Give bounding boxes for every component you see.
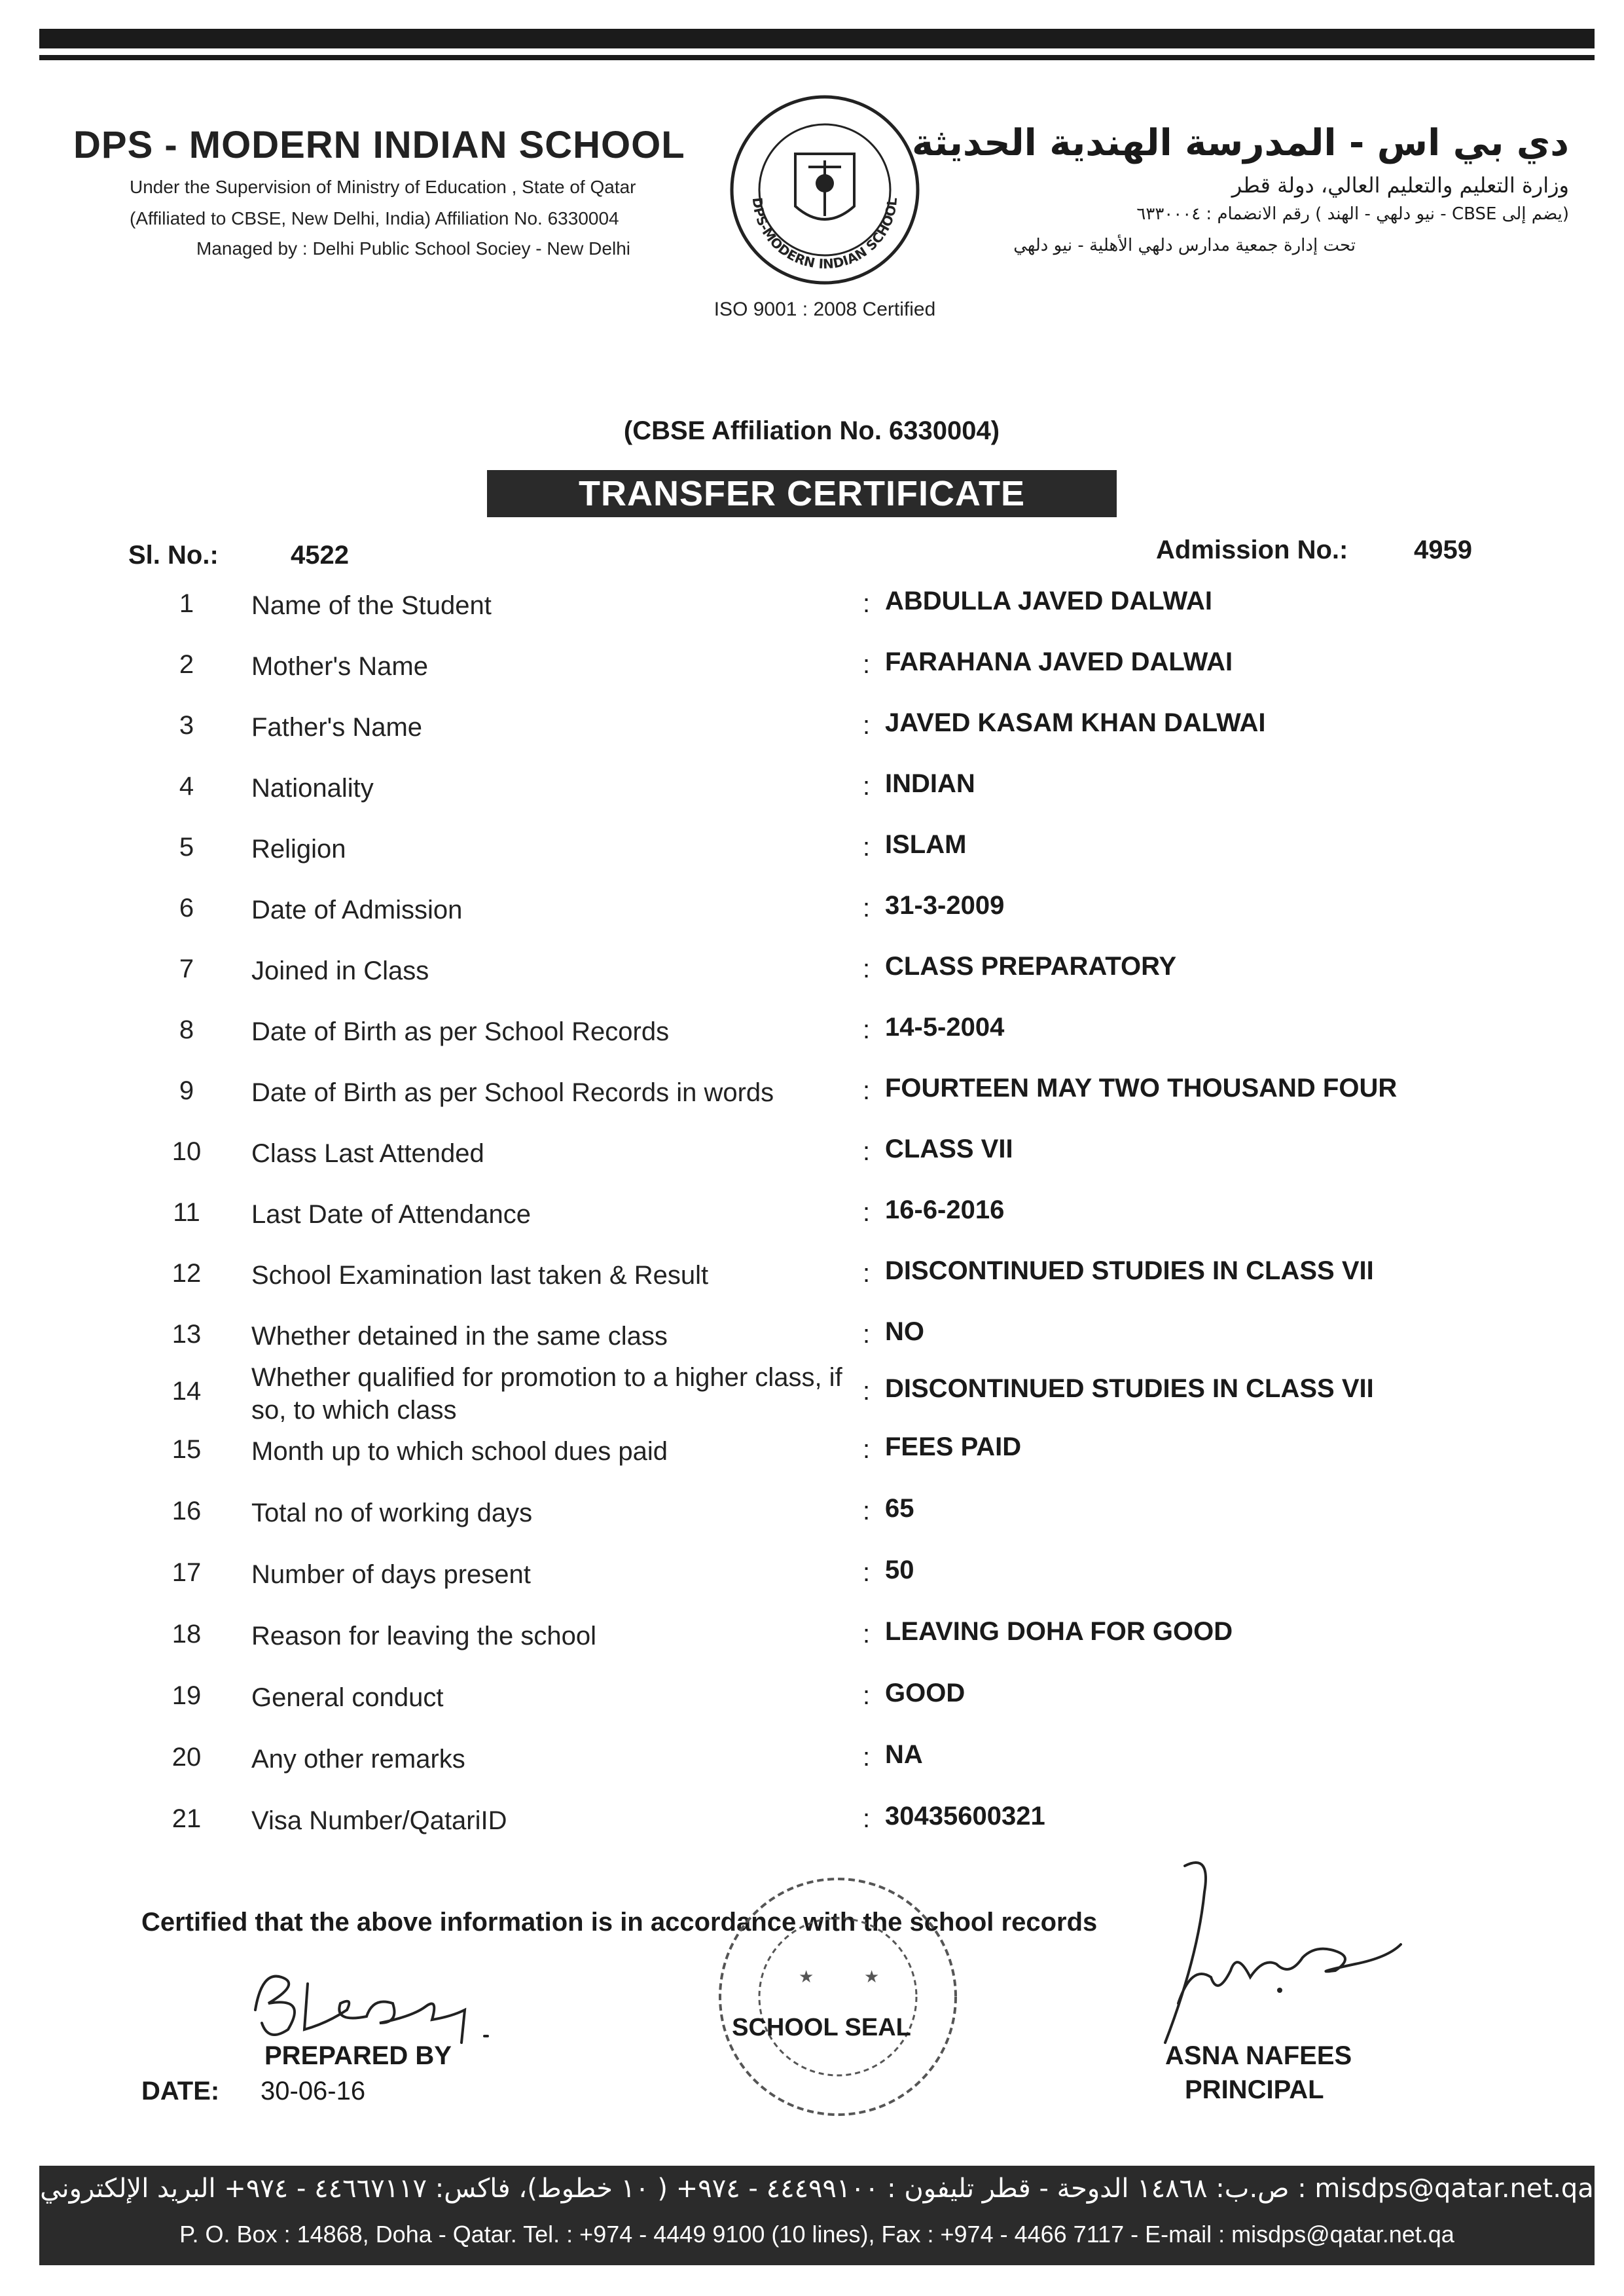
school-seal-label: SCHOOL SEAL (732, 2014, 911, 2041)
row-label: Name of the Student (251, 591, 492, 620)
cbse-affiliation: (CBSE Affiliation No. 6330004) (623, 416, 1000, 445)
row-label: Class Last Attended (251, 1139, 484, 1168)
certificate-row (0, 1422, 1624, 1474)
row-label: Reason for leaving the school (251, 1622, 596, 1650)
row-value: 31-3-2009 (885, 891, 1005, 920)
row-value: 16-6-2016 (885, 1195, 1005, 1224)
row-value: INDIAN (885, 769, 975, 798)
row-value: FOURTEEN MAY TWO THOUSAND FOUR (885, 1074, 1398, 1102)
row-value: FARAHANA JAVED DALWAI (885, 647, 1233, 676)
certificate-row (0, 941, 1624, 994)
row-label: Mother's Name (251, 652, 428, 681)
principal-name: ASNA NAFEES (1165, 2041, 1352, 2070)
row-label: School Examination last taken & Result (251, 1261, 709, 1290)
certificate-row (0, 637, 1624, 689)
row-colon: : (863, 1681, 871, 1710)
school-name: DPS - MODERN INDIAN SCHOOL (73, 124, 685, 166)
certificate-row (0, 1668, 1624, 1721)
row-label: Joined in Class (251, 957, 429, 985)
row-label: Date of Admission (251, 896, 463, 924)
serial-number-value: 4522 (291, 541, 349, 570)
row-colon: : (863, 650, 871, 679)
row-number: 6 (179, 894, 194, 922)
row-colon: : (863, 1137, 871, 1166)
row-colon: : (863, 1198, 871, 1227)
top-border-thick (39, 29, 1595, 48)
row-colon: : (863, 1377, 871, 1406)
school-logo-emblem (727, 92, 923, 288)
row-number: 18 (171, 1620, 202, 1649)
row-value: LEAVING DOHA FOR GOOD (885, 1617, 1233, 1646)
row-number: 7 (179, 955, 194, 983)
row-number: 11 (173, 1198, 200, 1227)
row-number: 1 (179, 589, 194, 618)
admission-number-value: 4959 (1414, 536, 1472, 564)
row-colon: : (863, 1620, 871, 1649)
row-value: DISCONTINUED STUDIES IN CLASS VII (885, 1374, 1374, 1403)
arabic-school-name: دي بي اس - المدرسة الهندية الحديثة (912, 122, 1569, 164)
certificate-title: TRANSFER CERTIFICATE (487, 470, 1117, 517)
certificate-row (0, 1363, 1624, 1425)
row-label: Religion (251, 835, 346, 864)
row-label: Nationality (251, 774, 374, 803)
footer-arabic-contact: ص.ب: ١٤٨٦٨ الدوحة - قطر تليفون : ٤٤٤٩٩١٠٠ - ٩٧٤+ ( ١٠ خطوط)، فاكس: ٤٤٦٦٧١١٧ - ٩٧٤+ البريد الإلكتروني : misdps@qatar.net.qa (40, 2174, 1594, 2204)
row-colon: : (863, 894, 871, 922)
certificate-row (0, 1246, 1624, 1298)
row-colon: : (863, 1076, 871, 1105)
certification-statement: Certified that the above information is in accordance with the school records (141, 1908, 1098, 1937)
serial-number-label: Sl. No.: (128, 541, 219, 570)
iso-certification: ISO 9001 : 2008 Certified (713, 299, 936, 320)
row-colon: : (863, 1804, 871, 1833)
row-value: 30435600321 (885, 1802, 1045, 1831)
admission-number-label: Admission No.: (1156, 536, 1348, 564)
row-label: Number of days present (251, 1560, 531, 1589)
row-label: Date of Birth as per School Records in words (251, 1078, 774, 1107)
row-value: NA (885, 1740, 923, 1769)
row-label: General conduct (251, 1683, 444, 1712)
row-colon: : (863, 711, 871, 740)
row-number: 3 (179, 711, 194, 740)
row-number: 14 (171, 1377, 202, 1406)
top-border-thin (39, 55, 1595, 60)
logo-text: DPS-MODERN INDIAN SCHOOL (749, 196, 901, 272)
footer-bar (39, 2166, 1595, 2265)
row-colon: : (863, 589, 871, 618)
footer-english-contact: P. O. Box : 14868, Doha - Qatar. Tel. : +974 - 4449 9100 (10 lines), Fax : +974 - 4466 7117 - E-mail : misdps@qatar.net.qa (179, 2221, 1454, 2248)
svg-text:★: ★ (864, 1967, 880, 1987)
supervision-line: Under the Supervision of Ministry of Education , State of Qatar (130, 177, 636, 197)
row-colon: : (863, 833, 871, 862)
row-value: DISCONTINUED STUDIES IN CLASS VII (885, 1256, 1374, 1285)
date-value: 30-06-16 (261, 2077, 366, 2105)
row-number: 20 (171, 1743, 202, 1772)
row-value: JAVED KASAM KHAN DALWAI (885, 708, 1266, 737)
row-colon: : (863, 772, 871, 801)
principal-signature (1139, 1853, 1414, 2049)
row-label: Whether detained in the same class (251, 1322, 668, 1351)
row-label: Whether qualified for promotion to a higher class, if so, to which class (251, 1363, 842, 1425)
arabic-managed-line: تحت إدارة جمعية مدارس دلهي الأهلية - نيو دلهي (1013, 236, 1356, 255)
row-value: NO (885, 1317, 924, 1346)
row-number: 17 (171, 1558, 202, 1587)
certificate-row (0, 1484, 1624, 1536)
preparer-signature (242, 1958, 583, 2049)
row-colon: : (863, 1259, 871, 1288)
row-value: FEES PAID (885, 1432, 1022, 1461)
certificate-row (0, 1124, 1624, 1176)
certificate-row (0, 576, 1624, 629)
arabic-ministry-line: وزارة التعليم والتعليم العالي، دولة قطر (1231, 173, 1569, 198)
row-label: Any other remarks (251, 1745, 465, 1774)
row-number: 21 (171, 1804, 202, 1833)
certificate-row (0, 1545, 1624, 1597)
date-label: DATE: (141, 2077, 220, 2105)
svg-text:★: ★ (799, 1967, 814, 1987)
row-colon: : (863, 1015, 871, 1044)
row-value: ISLAM (885, 830, 967, 859)
row-value: CLASS PREPARATORY (885, 952, 1177, 981)
row-number: 19 (171, 1681, 202, 1710)
row-number: 13 (171, 1320, 202, 1349)
managed-by-line: Managed by : Delhi Public School Sociey - New Delhi (196, 238, 630, 259)
row-label: Total no of working days (251, 1499, 533, 1527)
row-number: 12 (171, 1259, 202, 1288)
certificate-row (0, 759, 1624, 811)
row-number: 2 (179, 650, 194, 679)
row-number: 5 (179, 833, 194, 862)
row-number: 9 (179, 1076, 194, 1105)
certificate-row (0, 1730, 1624, 1782)
row-value: CLASS VII (885, 1135, 1013, 1163)
row-label: Father's Name (251, 713, 423, 742)
row-colon: : (863, 955, 871, 983)
certificate-row (0, 1063, 1624, 1116)
row-number: 8 (179, 1015, 194, 1044)
row-label: Last Date of Attendance (251, 1200, 531, 1229)
certificate-row (0, 1791, 1624, 1844)
certificate-row (0, 881, 1624, 933)
certificate-row (0, 698, 1624, 750)
row-colon: : (863, 1497, 871, 1525)
row-label: Visa Number/QatariID (251, 1806, 507, 1835)
certificate-row (0, 1607, 1624, 1659)
row-value: ABDULLA JAVED DALWAI (885, 587, 1212, 615)
row-colon: : (863, 1743, 871, 1772)
row-number: 16 (171, 1497, 202, 1525)
row-value: 65 (885, 1494, 914, 1523)
row-label: Month up to which school dues paid (251, 1437, 668, 1466)
certificate-row (0, 820, 1624, 872)
row-number: 4 (179, 772, 194, 801)
row-value: GOOD (885, 1679, 965, 1707)
certificate-row (0, 1185, 1624, 1237)
row-value: 14-5-2004 (885, 1013, 1005, 1042)
certificate-row (0, 1002, 1624, 1055)
row-colon: : (863, 1320, 871, 1349)
row-value: 50 (885, 1556, 914, 1584)
principal-title: PRINCIPAL (1185, 2075, 1324, 2104)
prepared-by-label: PREPARED BY (264, 2041, 452, 2070)
school-seal-stamp (707, 1866, 969, 2128)
row-number: 10 (171, 1137, 202, 1166)
arabic-affiliation-line: (يضم إلى CBSE - نيو دلهي - الهند ) رقم الانضمام : ٦٣٣٠٠٠٤ (1136, 204, 1569, 224)
row-number: 15 (171, 1435, 202, 1464)
affiliation-line: (Affiliated to CBSE, New Delhi, India) Affiliation No. 6330004 (130, 208, 619, 228)
row-colon: : (863, 1558, 871, 1587)
row-label: Date of Birth as per School Records (251, 1017, 670, 1046)
certificate-row (0, 1307, 1624, 1359)
row-colon: : (863, 1435, 871, 1464)
